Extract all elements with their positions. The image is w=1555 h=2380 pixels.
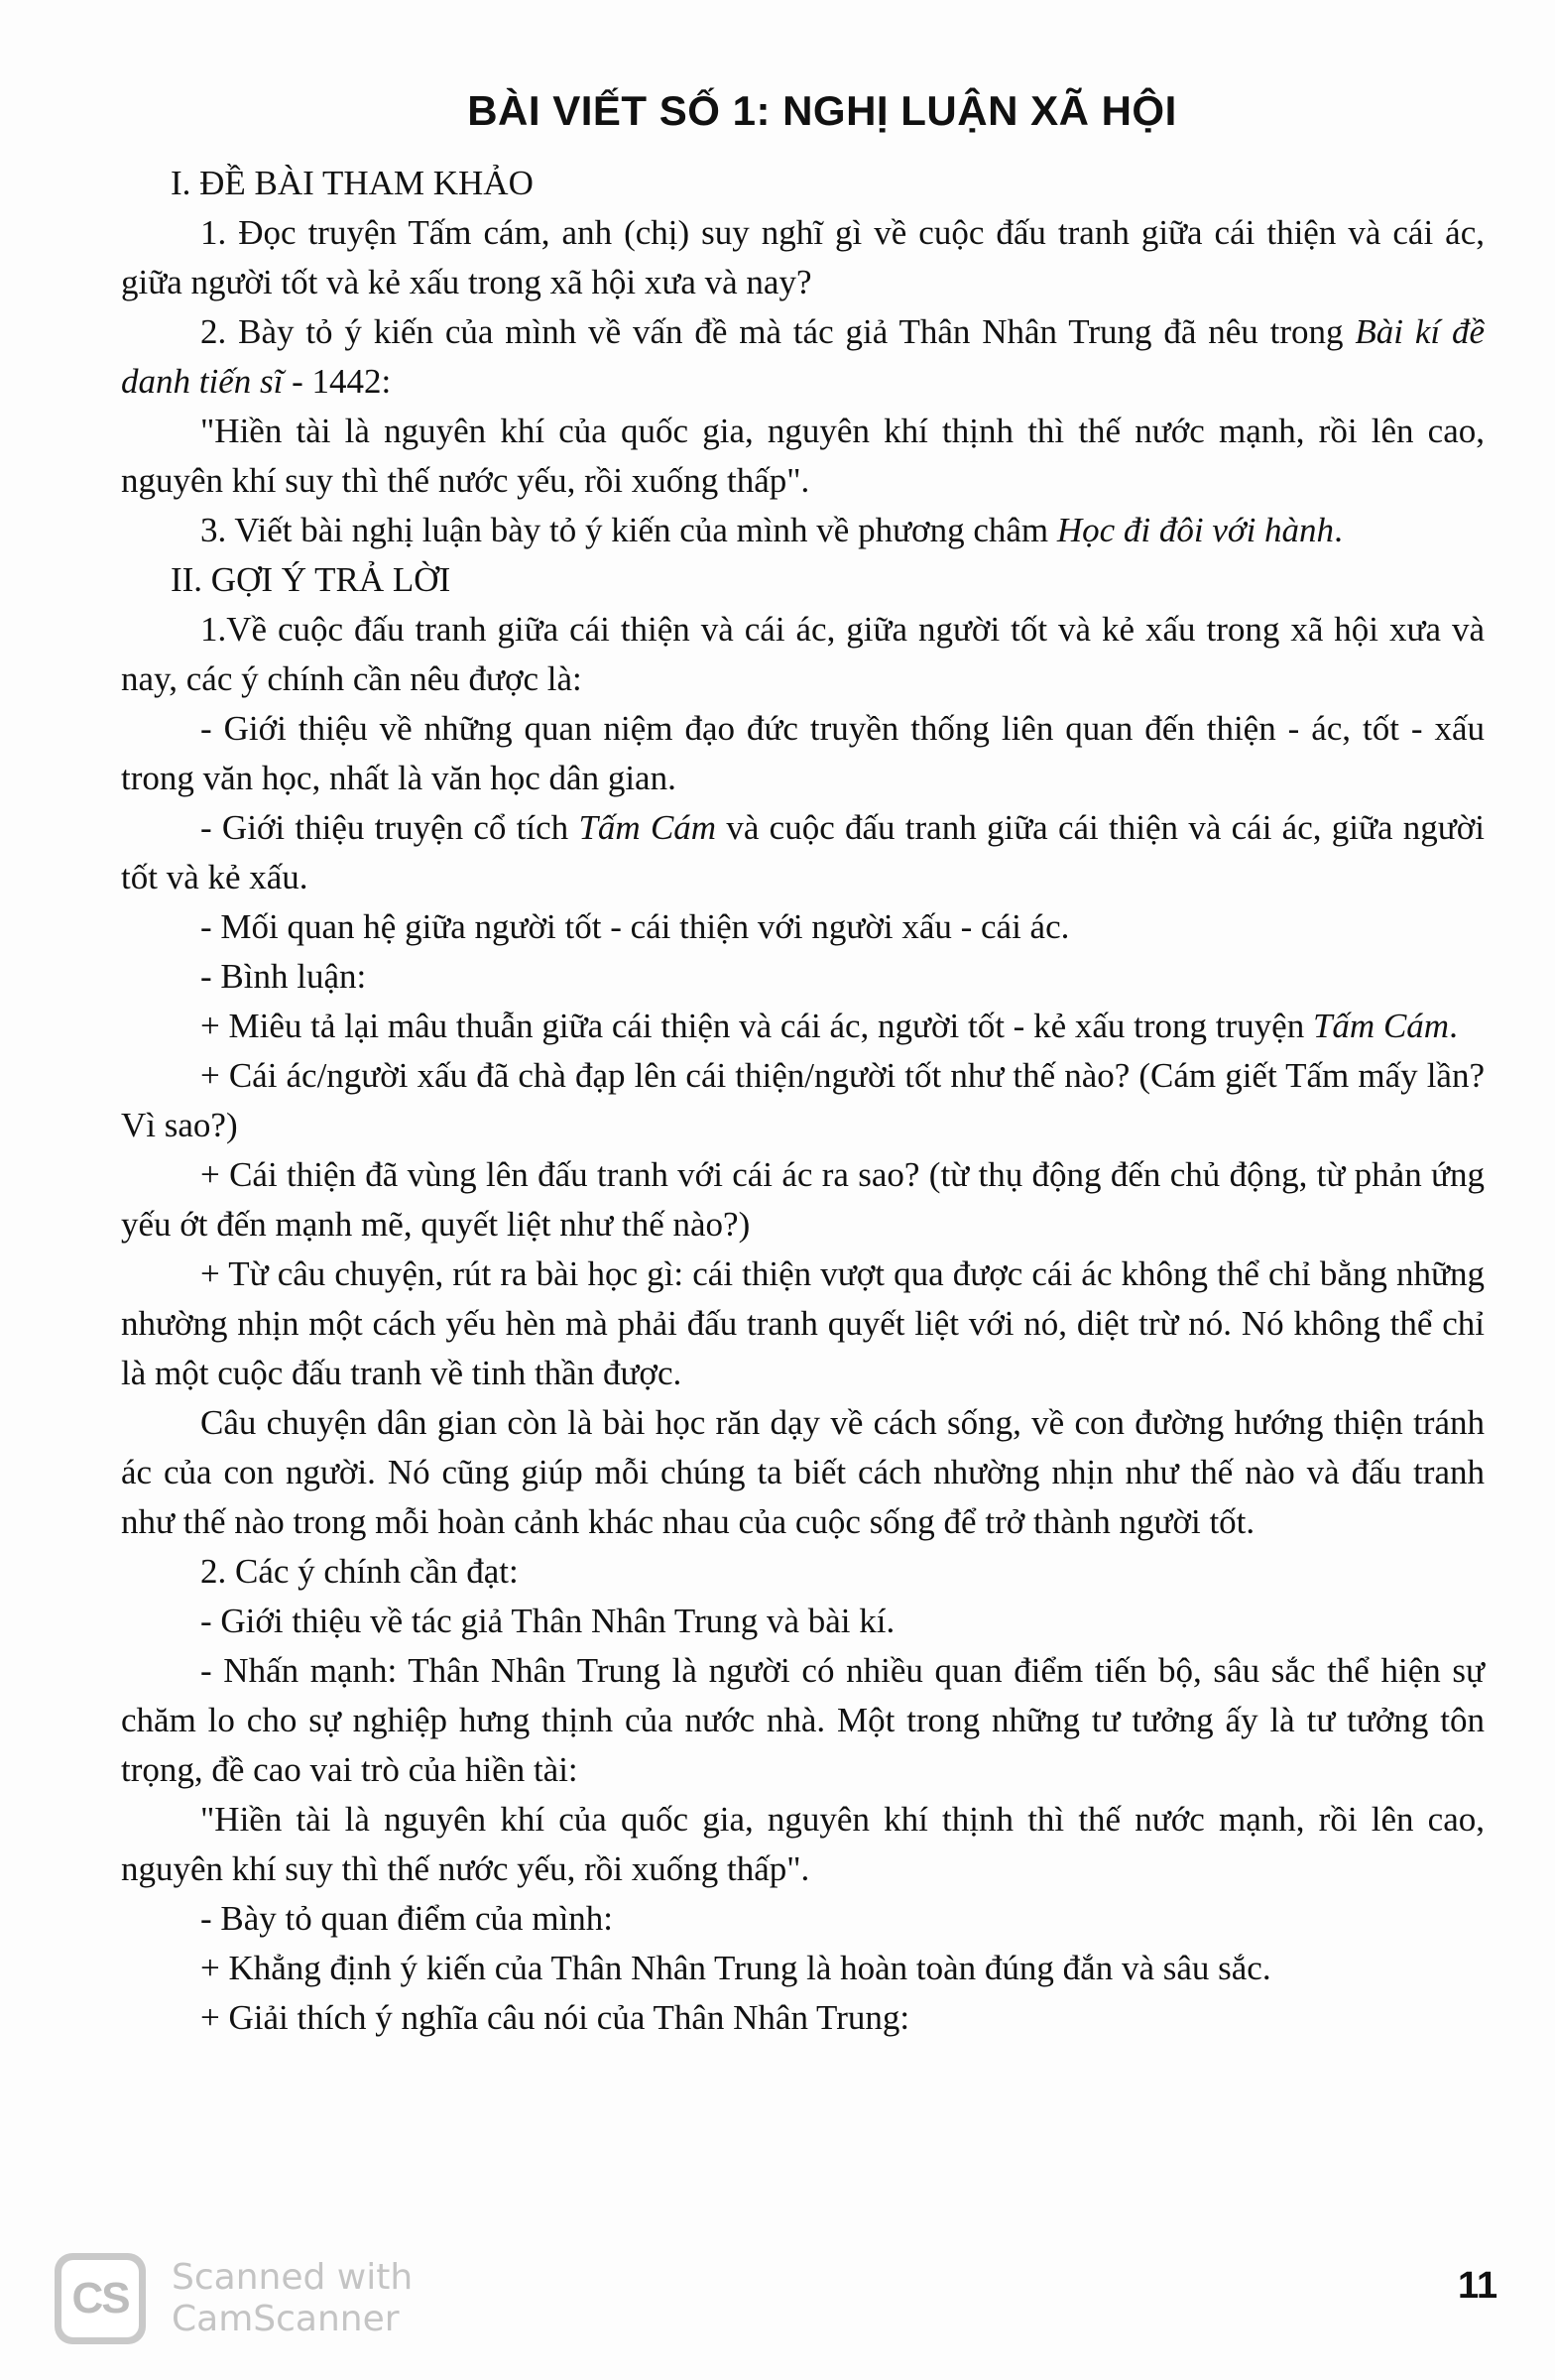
watermark-line-2: CamScanner [172, 2299, 400, 2339]
question-3 [121, 506, 1485, 555]
section-heading-1: I. ĐỀ BÀI THAM KHẢO [171, 164, 534, 202]
camscanner-logo-icon [55, 2253, 146, 2344]
question-2-work: Bài kí đề danh tiến sĩ [121, 312, 1486, 401]
answer-2-bullet-2: - Nhấn mạnh: Thân Nhân Trung là người có nhiều quan điểm tiến bộ, sâu sắc thể hiện sự chăm lo cho sự nghiệp hưng thịnh của nước nhà. Một trong những tư tưởng ấy là tư tưởng tôn trọng, đề cao vai trò của hiền tài: [121, 1651, 1485, 1789]
answer-1-bullet-2-start: - Giới thiệu truyện cổ tích [200, 808, 579, 847]
answer-2-quote: "Hiền tài là nguyên khí của quốc gia, nguyên khí thịnh thì thế nước mạnh, rồi lên cao, nguyên khí suy thì thế nước yếu, rồi xuống thấp". [121, 1800, 1485, 1888]
answer-1-bullet-2-title: Tấm Cám [578, 808, 717, 847]
camscanner-text [172, 2257, 413, 2340]
answer-1-intro: 1.Về cuộc đấu tranh giữa cái thiện và cái ác, giữa người tốt và kẻ xấu trong xã hội xưa và nay, các ý chính cần nêu được là: [121, 610, 1485, 698]
question-3-text: 3. Viết bài nghị luận bày tỏ ý kiến của mình về phương châm [200, 511, 1057, 549]
answer-2-intro: 2. Các ý chính cần đạt: [200, 1552, 519, 1591]
answer-1-point-3: + Cái thiện đã vùng lên đấu tranh với cái ác ra sao? (từ thụ động đến chủ động, từ phản ứng yếu ớt đến mạnh mẽ, quyết liệt như thế nào?) [121, 1155, 1485, 1244]
answer-1-conclusion: Câu chuyện dân gian còn là bài học răn dạy về cách sống, về con đường hướng thiện tránh ác của con người. Nó cũng giúp mỗi chúng ta biết cách nhường nhịn như thế nào và đấu tranh như thế nào trong mỗi hoàn cảnh khác nhau của cuộc sống để trở thành người tốt. [121, 1403, 1485, 1541]
question-1: 1. Đọc truyện Tấm cám, anh (chị) suy nghĩ gì về cuộc đấu tranh giữa cái thiện và cái ác, giữa người tốt và kẻ xấu trong xã hội xưa và nay? [121, 213, 1485, 301]
answer-1-bullet-2 [121, 803, 1485, 902]
question-2-year: - 1442: [283, 362, 392, 401]
question-2-quote: "Hiền tài là nguyên khí của quốc gia, nguyên khí thịnh thì thế nước mạnh, rồi lên cao, nguyên khí suy thì thế nước yếu, rồi xuống thấp". [121, 412, 1485, 500]
body-text [121, 159, 1485, 2043]
page-title: BÀI VIẾT SỐ 1: NGHỊ LUẬN XÃ HỘI [467, 87, 1177, 134]
answer-1-point-1-start: + Miêu tả lại mâu thuẫn giữa cái thiện và cái ác, người tốt - kẻ xấu trong truyện [200, 1007, 1313, 1045]
answer-1-point-2: + Cái ác/người xấu đã chà đạp lên cái thiện/người tốt như thế nào? (Cám giết Tấm mấy lần? Vì sao?) [121, 1056, 1485, 1144]
answer-1-bullet-1: - Giới thiệu về những quan niệm đạo đức truyền thống liên quan đến thiện - ác, tốt - xấu trong văn học, nhất là văn học dân gian. [121, 709, 1485, 797]
answer-2-bullet-1: - Giới thiệu về tác giả Thân Nhân Trung và bài kí. [200, 1602, 896, 1640]
answer-1-point-4: + Từ câu chuyện, rút ra bài học gì: cái thiện vượt qua được cái ác không thể chỉ bằng những nhường nhịn một cách yếu hèn mà phải đấu tranh quyết liệt với nó, diệt trừ nó. Nó không thể chỉ là một cuộc đấu tranh về tinh thần được. [121, 1254, 1485, 1392]
answer-2-point-2: + Giải thích ý nghĩa câu nói của Thân Nhân Trung: [200, 1998, 910, 2037]
question-2-intro: 2. Bày tỏ ý kiến của mình về vấn đề mà tác giả Thân Nhân Trung đã nêu trong [200, 312, 1344, 351]
question-2 [121, 307, 1485, 407]
question-3-motto: Học đi đôi với hành [1056, 511, 1335, 549]
watermark-line-1: Scanned with [172, 2257, 414, 2298]
answer-2-point-1: + Khẳng định ý kiến của Thân Nhân Trung là hoàn toàn đúng đắn và sâu sắc. [200, 1949, 1271, 1987]
answer-1-point-1-end: . [1449, 1007, 1458, 1045]
section-heading-2: II. GỢI Ý TRẢ LỜI [171, 560, 451, 599]
camscanner-watermark [55, 2249, 413, 2348]
answer-2-bullet-3: - Bày tỏ quan điểm của mình: [200, 1899, 614, 1938]
page-number: 11 [1458, 2265, 1498, 2307]
answer-1-bullet-4: - Bình luận: [200, 957, 367, 996]
question-3-end: . [1334, 511, 1343, 549]
answer-1-bullet-3: - Mối quan hệ giữa người tốt - cái thiện với người xấu - cái ác. [200, 907, 1070, 946]
camscanner-logo-text: CS [61, 2260, 139, 2337]
answer-1-bullet-2-end: và cuộc đấu tranh giữa cái thiện và cái ác, giữa người tốt và kẻ xấu. [121, 808, 1485, 896]
answer-1-point-1 [121, 1002, 1485, 1051]
answer-1-point-1-title: Tấm Cám [1312, 1007, 1450, 1045]
